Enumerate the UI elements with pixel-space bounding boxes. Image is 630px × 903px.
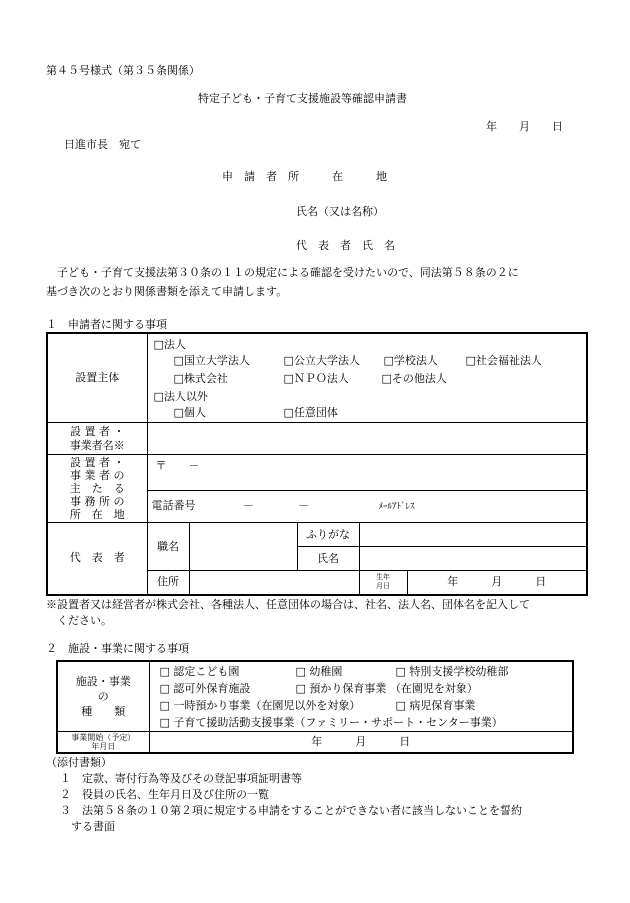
representative-name-label: 代 表 者 氏 名 [296, 239, 395, 252]
note-line-2: ください。 [46, 614, 112, 627]
attachments-heading: （添付書類） [46, 756, 112, 769]
establisher-name-label: 設 置 者 ・ 事業者名※ [47, 423, 147, 455]
attachment-item-1: １ 定款、寄付行為等及びその登記事項証明書等 [60, 772, 302, 785]
certified-kodomoen-checkbox[interactable]: □ 認定こども園 [159, 665, 240, 679]
address-field[interactable] [189, 571, 359, 595]
intro-line-1: 子ども・子育て支援法第３０条の１１の規定による確認を受けたいので、同法第５８条の２に [46, 266, 519, 279]
furigana-field[interactable] [359, 523, 587, 547]
applicant-table [46, 332, 588, 596]
phone-dashes: － － [243, 499, 309, 513]
form-number: 第４５号様式（第３５条関係） [46, 64, 200, 77]
other-corp-checkbox[interactable]: □その他法人 [381, 372, 447, 385]
phone-label: 電話番号 [151, 499, 196, 513]
family-support-checkbox[interactable]: □ 子育て援助活動支援事業（ファミリー・サポート・センター事業） [159, 716, 503, 730]
intro-line-2: 基づき次のとおり関係書類を添えて申請します。 [46, 285, 288, 298]
start-date-field[interactable]: 年 月 日 [149, 731, 573, 753]
facility-table [56, 660, 574, 754]
rep-name-field[interactable] [359, 547, 587, 571]
special-support-kindergarten-checkbox[interactable]: □ 特別支援学校幼稚部 [395, 665, 509, 679]
start-date-label: 事業開始（予定） 年月日 [57, 731, 149, 753]
date-line: 年 月 日 [486, 120, 563, 133]
address-label: 住所 [147, 571, 189, 595]
addressee: 日進市長 宛て [64, 138, 141, 151]
email-label: ﾒｰﾙｱﾄﾞﾚｽ [378, 502, 415, 513]
attachment-item-3: ３ 法第５８条の１０第２項に規定する申請をすることができない者に該当しないことを誓約 [60, 804, 522, 817]
non-corp-checkbox[interactable]: □法人以外 [153, 390, 208, 403]
attachment-item-3-cont: する書面 [60, 820, 115, 833]
rep-name-label: 氏名 [297, 547, 359, 571]
birth-date-field[interactable]: 年 月 日 [407, 571, 587, 595]
facility-type-options [149, 661, 573, 731]
furigana-label: ふりがな [297, 523, 359, 547]
school-corp-checkbox[interactable]: □学校法人 [383, 354, 438, 367]
unlicensed-nursery-checkbox[interactable]: □ 認可外保育施設 [159, 682, 251, 696]
applicant-name-label: 氏名（又は名称） [296, 205, 384, 218]
note-line-1: ※設置者又は経営者が株式会社、各種法人、任意団体の場合は、社名、法人名、団体名を記入して [46, 598, 530, 611]
sick-child-care-checkbox[interactable]: □ 病児保育事業 [395, 699, 476, 713]
postal-field[interactable] [147, 455, 587, 491]
kindergarten-checkbox[interactable]: □ 幼稚園 [295, 665, 343, 679]
representative-label: 代 表 者 [47, 523, 147, 595]
npo-checkbox[interactable]: □ＮＰＯ法人 [283, 372, 349, 385]
facility-type-label: 施設・事業 の 種 類 [57, 661, 149, 731]
office-address-label: 設 置 者 ・ 事 業 者 の 主 た る 事 務 所 の 所 在 地 [47, 455, 147, 523]
postal-mark: 〒 － [155, 459, 200, 472]
stock-company-checkbox[interactable]: □株式会社 [173, 372, 228, 385]
temporary-care-enrolled-checkbox[interactable]: □ 預かり保育事業 （在園児を対象） [295, 682, 478, 696]
temporary-care-non-enrolled-checkbox[interactable]: □ 一時預かり事業（在園児以外を対象） [159, 699, 361, 713]
section2-heading: ２ 施設・事業に関する事項 [46, 642, 189, 655]
corp-checkbox[interactable]: □法人 [153, 338, 186, 351]
title-label: 職名 [147, 523, 189, 571]
social-welfare-checkbox[interactable]: □社会福祉法人 [465, 354, 542, 367]
title-field[interactable] [189, 523, 297, 571]
public-univ-checkbox[interactable]: □公立大学法人 [283, 354, 360, 367]
applicant-address-label: 申 請 者 所 在 地 [222, 170, 387, 183]
voluntary-group-checkbox[interactable]: □任意団体 [283, 406, 338, 419]
national-univ-checkbox[interactable]: □国立大学法人 [173, 354, 250, 367]
establisher-options [147, 333, 587, 423]
individual-checkbox[interactable]: □個人 [173, 406, 206, 419]
establisher-label: 設置主体 [47, 333, 147, 423]
birth-label: 生年 月日 [359, 571, 407, 595]
phone-row[interactable] [147, 491, 587, 523]
attachment-item-2: ２ 役員の氏名、生年月日及び住所の一覧 [60, 788, 269, 801]
document-title: 特定子ども・子育て支援施設等確認申請書 [198, 92, 407, 105]
establisher-name-field[interactable] [147, 423, 587, 455]
section1-heading: １ 申請者に関する事項 [46, 318, 167, 331]
